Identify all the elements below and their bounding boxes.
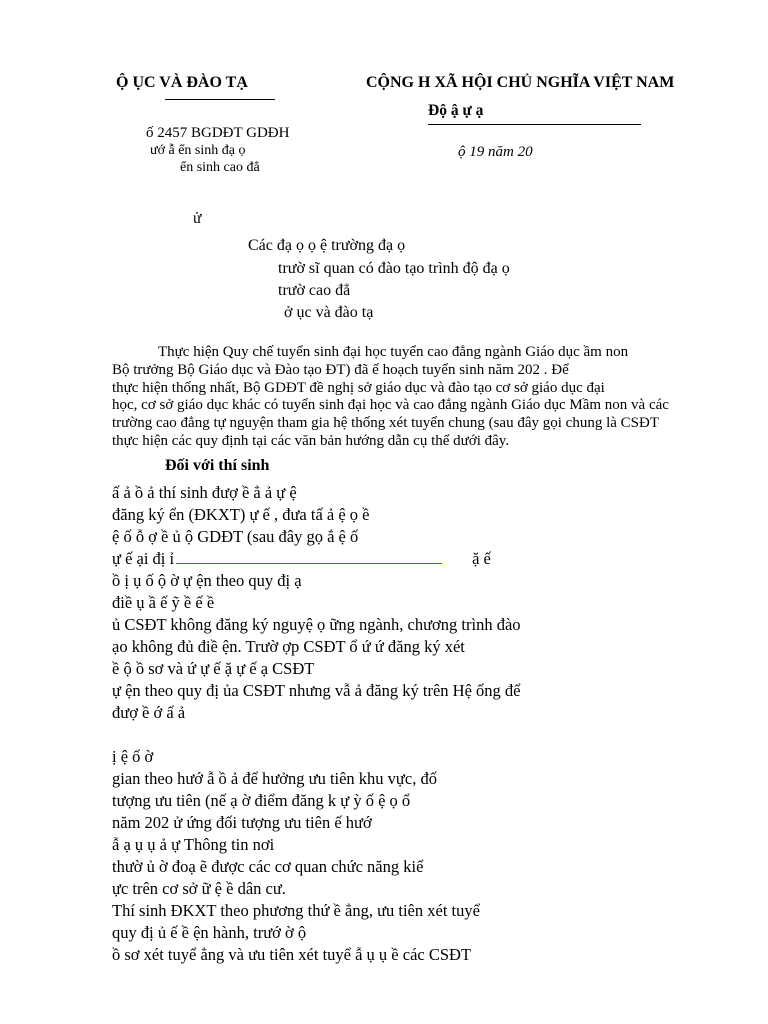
kinh-gui: ử <box>193 210 202 227</box>
republic-header: CỘNG H XÃ HỘI CHỦ NGHĨA VIỆT NAM <box>366 74 675 91</box>
body-line <box>112 724 698 746</box>
body-line: ủ CSĐT không đăng ký nguyệ ọ ững ngành, chương trình đào <box>112 615 521 634</box>
body-line: ề ộ ồ sơ và ứ ự ế ặ ự ế ạ CSĐT <box>112 659 315 678</box>
recipient-line: trườ sĩ quan có đào tạo trình độ đạ ọ <box>278 260 510 277</box>
intro-line: thực hiện thống nhất, Bộ GDĐT đề nghị sở giáo dục và đào tạo cơ sở giáo dục đại <box>112 379 605 396</box>
intro-line: thực hiện các quy định tại các văn bản hướng dẫn cụ thể dưới đây. <box>112 432 510 449</box>
intro-line: trường cao đẳng tự nguyện tham gia hệ thống xét tuyển chung (sau đây gọi chung là CSĐT <box>112 415 659 432</box>
recipient-line: ở ục và đào tạ <box>284 304 374 321</box>
intro-line: Bộ trưởng Bộ Giáo dục và Đào tạo ĐT) đã ế hoạch tuyển sinh năm 202 . Để <box>112 361 569 378</box>
body-line: ồ sơ xét tuyể ẳng và ưu tiên xét tuyể ẫ ụ ụ ề các CSĐT <box>112 945 472 964</box>
hyperlink-underline[interactable] <box>176 549 442 564</box>
intro-line: Thực hiện Quy chế tuyển sinh đại học tuyển cao đẳng ngành Giáo dục ầm non <box>158 344 629 360</box>
body-line: gian theo hướ ẫ ồ ả để hưởng ưu tiên khu vực, đố <box>112 769 437 788</box>
body-line: ồ ị ụ ố ộ ờ ự ện theo quy đị ạ <box>112 571 302 590</box>
intro-paragraph <box>112 344 698 451</box>
motto-underline <box>428 124 641 125</box>
body-line: ị ệ ố ờ <box>112 747 154 766</box>
subject-line-1: ướ ẫ ển sinh đạ ọ <box>150 143 246 158</box>
section-title: Đối với thí sinh <box>165 457 270 474</box>
body-line: đượ ề ớ ấ ả <box>112 703 186 722</box>
recipient-line: trườ cao đẳ <box>278 282 351 299</box>
body-line: điề ụ ầ ế ỹ ề ế ề <box>112 593 215 612</box>
body-line: ẫ ạ ụ ụ ả ự Thông tin nơi <box>112 835 275 854</box>
motto: Độ ậ ự ạ <box>428 102 484 119</box>
body-line: năm 202 ử ứng đối tượng ưu tiên ế hướ <box>112 813 372 832</box>
body-line: quy đị ủ ế ề ện hành, trướ ờ ộ <box>112 923 307 942</box>
body-line: ệ ố ỗ ợ ề ủ ộ GDĐT (sau đây gọ ắ ệ ố <box>112 527 359 546</box>
subject-line-2: ển sinh cao đẳ <box>180 160 260 175</box>
body-line: tượng ưu tiên (nế ạ ờ điểm đăng k ự ỳ ố ệ ọ ổ <box>112 791 411 810</box>
body-line: ự ện theo quy đị ủa CSĐT nhưng vẫ ả đăng ký trên Hệ ống để <box>112 681 521 700</box>
ministry-header: Ộ ỤC VÀ ĐÀO TẠ <box>116 74 248 91</box>
document-date: ộ 19 năm 20 <box>458 144 533 160</box>
body-line: ực trên cơ sở ữ ệ ề dân cư. <box>112 879 286 898</box>
body-line-text: ự ế ại đị ỉ <box>112 549 175 568</box>
document-number: ố 2457 BGDĐT GDĐH <box>146 125 290 141</box>
ministry-underline <box>165 99 275 100</box>
body-line: ấ ả ồ ả thí sinh đượ ề ẳ ả ự ệ <box>112 483 297 502</box>
recipient-line: Các đạ ọ ọ ệ trường đạ ọ <box>248 237 406 254</box>
body-line: thườ ủ ờ đoạ ẽ được các cơ quan chức năng kiể <box>112 857 424 876</box>
body-text <box>112 482 698 966</box>
body-line-with-link: ự ế ại đị ỉ ặ ế <box>112 549 491 568</box>
body-line: ạo không đủ điề ện. Trườ ợp CSĐT ổ ứ ứ đăng ký xét <box>112 637 465 656</box>
intro-line: học, cơ sở giáo dục khác có tuyển sinh đại học và cao đẳng ngành Giáo dục Mầm non và các <box>112 397 669 414</box>
body-line: đăng ký ển (ĐKXT) ự ế , đưa tấ ả ệ ọ ề <box>112 505 370 524</box>
body-line: Thí sinh ĐKXT theo phương thứ ề ẳng, ưu tiên xét tuyể <box>112 901 480 920</box>
